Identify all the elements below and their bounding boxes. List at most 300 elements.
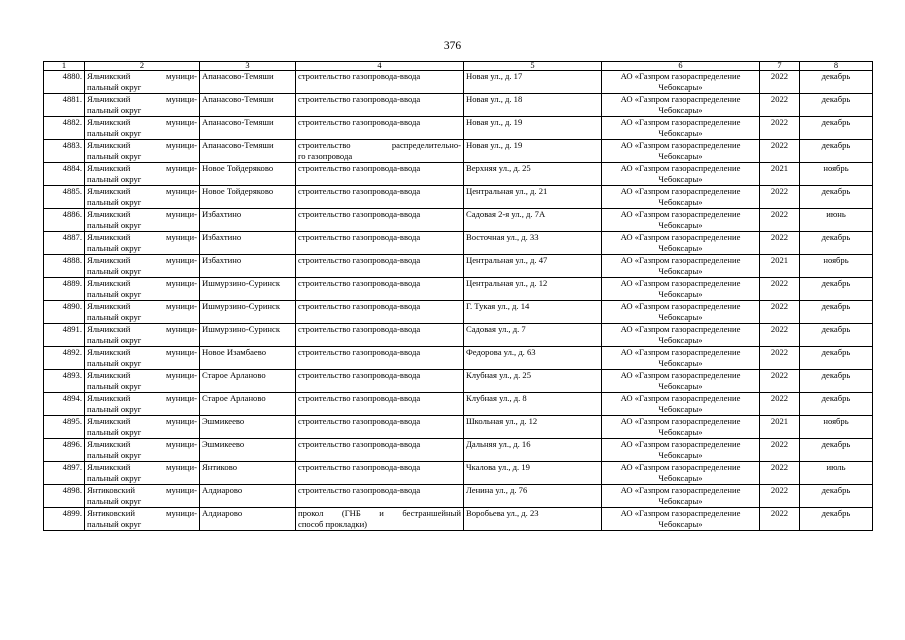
work-cell [296,416,464,439]
district-word: муници- [166,117,197,127]
organization-line: Чебоксары» [658,127,703,138]
address-cell: Г. Тукая ул., д. 14 [464,301,602,324]
organization-line: АО «Газпром газораспределение [620,163,741,173]
settlement-cell: Алдиарово [200,485,296,508]
address-cell: Центральная ул., д. 47 [464,255,602,278]
district-word: муници- [166,393,197,403]
district-word: пальный округ [87,495,142,506]
organization-line: Чебоксары» [658,334,703,345]
row-number: 4885. [44,186,85,209]
organization-line: АО «Газпром газораспределение [620,71,741,81]
work-word: строительство [298,140,351,150]
settlement-cell: Эшмикеево [200,439,296,462]
address-cell: Воробьева ул., д. 23 [464,508,602,531]
district-name: Яльчикский [87,462,131,472]
table-row [44,462,873,485]
organization-line: Чебоксары» [658,472,703,483]
settlement-cell: Старое Арланово [200,370,296,393]
month-cell: декабрь [800,186,873,209]
address-cell: Центральная ул., д. 12 [464,278,602,301]
district-word: пальный округ [87,311,142,322]
work-line: строительство газопровода-ввода [298,209,421,219]
year-cell: 2022 [760,347,800,370]
month-cell: декабрь [800,324,873,347]
organization-line: АО «Газпром газораспределение [620,301,741,311]
organization-cell [602,416,760,439]
work-line: строительство газопровода-ввода [298,301,421,311]
table-row [44,324,873,347]
month-cell: декабрь [800,508,873,531]
work-word: и [379,508,384,518]
work-line: строительство газопровода-ввода [298,416,421,426]
district-name: Яльчикский [87,94,131,104]
column-number: 7 [760,62,800,71]
district-word: муници- [166,439,197,449]
address-cell: Ленина ул., д. 76 [464,485,602,508]
month-cell: декабрь [800,439,873,462]
district-word: муници- [166,416,197,426]
organization-line: АО «Газпром газораспределение [620,278,741,288]
year-cell: 2022 [760,439,800,462]
district-word: муници- [166,324,197,334]
work-line: строительство газопровода-ввода [298,94,421,104]
work-word: (ГНБ [341,508,361,518]
district-cell [85,255,200,278]
month-cell: декабрь [800,393,873,416]
organization-line: Чебоксары» [658,150,703,161]
column-number: 3 [200,62,296,71]
settlement-cell: Янтиково [200,462,296,485]
settlement-cell: Алдиарово [200,508,296,531]
row-number: 4882. [44,117,85,140]
organization-cell [602,163,760,186]
district-name: Яльчикский [87,439,131,449]
organization-cell [602,255,760,278]
row-number: 4894. [44,393,85,416]
settlement-cell: Апанасово-Темяши [200,71,296,94]
settlement-cell: Избахтино [200,255,296,278]
district-name: Яльчикский [87,140,131,150]
district-cell [85,485,200,508]
address-cell: Клубная ул., д. 8 [464,393,602,416]
district-cell [85,140,200,163]
district-name: Яльчикский [87,370,131,380]
data-table [43,61,873,531]
district-word: пальный округ [87,472,142,483]
column-number: 4 [296,62,464,71]
organization-line: Чебоксары» [658,311,703,322]
organization-line: АО «Газпром газораспределение [620,117,741,127]
table-row [44,416,873,439]
table-row [44,163,873,186]
settlement-cell: Новое Изамбаево [200,347,296,370]
work-cell [296,140,464,163]
work-line [298,508,461,519]
row-number: 4897. [44,462,85,485]
year-cell: 2022 [760,508,800,531]
work-cell [296,117,464,140]
work-cell [296,347,464,370]
month-cell: декабрь [800,140,873,163]
district-name: Яльчикский [87,347,131,357]
work-line: строительство газопровода-ввода [298,393,421,403]
organization-line: Чебоксары» [658,196,703,207]
address-cell: Дальняя ул., д. 16 [464,439,602,462]
work-cell [296,324,464,347]
district-word: пальный округ [87,403,142,414]
work-line: строительство газопровода-ввода [298,485,421,495]
row-number: 4884. [44,163,85,186]
organization-cell [602,232,760,255]
work-cell [296,232,464,255]
month-cell: ноябрь [800,255,873,278]
organization-line: Чебоксары» [658,449,703,460]
table-row [44,393,873,416]
row-number: 4889. [44,278,85,301]
district-cell [85,209,200,232]
settlement-cell: Ишмурзино-Суринск [200,278,296,301]
district-word: пальный округ [87,518,142,529]
work-line: способ прокладки) [298,518,368,529]
district-word: пальный округ [87,127,142,138]
row-number: 4883. [44,140,85,163]
year-cell: 2022 [760,462,800,485]
organization-cell [602,94,760,117]
work-cell [296,209,464,232]
year-cell: 2022 [760,117,800,140]
district-word: муници- [166,163,197,173]
organization-line: Чебоксары» [658,426,703,437]
work-cell [296,439,464,462]
work-cell [296,508,464,531]
work-line [298,140,461,151]
district-word: пальный округ [87,357,142,368]
page-number: 376 [443,40,462,52]
organization-line: Чебоксары» [658,403,703,414]
district-word: пальный округ [87,334,142,345]
table-row [44,117,873,140]
organization-cell [602,439,760,462]
district-cell [85,232,200,255]
district-word: пальный округ [87,265,142,276]
year-cell: 2022 [760,278,800,301]
month-cell: декабрь [800,370,873,393]
organization-line: Чебоксары» [658,104,703,115]
month-cell: июль [800,462,873,485]
column-number: 6 [602,62,760,71]
district-cell [85,71,200,94]
work-word: распределительно- [391,140,461,150]
month-cell: декабрь [800,94,873,117]
row-number: 4893. [44,370,85,393]
work-line: строительство газопровода-ввода [298,462,421,472]
address-cell: Чкалова ул., д. 19 [464,462,602,485]
organization-line: АО «Газпром газораспределение [620,94,741,104]
address-cell: Клубная ул., д. 25 [464,370,602,393]
row-number: 4892. [44,347,85,370]
organization-line: Чебоксары» [658,173,703,184]
work-line: строительство газопровода-ввода [298,186,421,196]
organization-cell [602,393,760,416]
address-cell: Новая ул., д. 17 [464,71,602,94]
work-cell [296,301,464,324]
settlement-cell: Новое Тойдеряково [200,163,296,186]
organization-line: Чебоксары» [658,357,703,368]
year-cell: 2021 [760,163,800,186]
table-row [44,232,873,255]
column-number: 1 [44,62,85,71]
work-line: строительство газопровода-ввода [298,324,421,334]
row-number: 4890. [44,301,85,324]
organization-line: АО «Газпром газораспределение [620,485,741,495]
district-cell [85,439,200,462]
address-cell: Центральная ул., д. 21 [464,186,602,209]
year-cell: 2021 [760,255,800,278]
year-cell: 2022 [760,393,800,416]
district-name: Яльчикский [87,232,131,242]
settlement-cell: Ишмурзино-Суринск [200,301,296,324]
district-word: пальный округ [87,219,142,230]
table-row [44,485,873,508]
row-number: 4895. [44,416,85,439]
year-cell: 2021 [760,416,800,439]
district-word: пальный округ [87,173,142,184]
row-number: 4880. [44,71,85,94]
address-cell: Восточная ул., д. 33 [464,232,602,255]
district-word: муници- [166,140,197,150]
table-body [44,62,873,531]
column-number: 2 [85,62,200,71]
row-number: 4898. [44,485,85,508]
district-word: муници- [166,508,197,518]
settlement-cell: Эшмикеево [200,416,296,439]
work-line: строительство газопровода-ввода [298,163,421,173]
district-word: пальный округ [87,81,142,92]
address-cell: Верхняя ул., д. 25 [464,163,602,186]
organization-cell [602,462,760,485]
address-cell: Школьная ул., д. 12 [464,416,602,439]
district-name: Яльчикский [87,278,131,288]
month-cell: декабрь [800,347,873,370]
organization-line: Чебоксары» [658,518,703,529]
table-row [44,255,873,278]
row-number: 4887. [44,232,85,255]
district-name: Яльчикский [87,255,131,265]
organization-line: Чебоксары» [658,380,703,391]
settlement-cell: Апанасово-Темяши [200,117,296,140]
work-line: строительство газопровода-ввода [298,232,421,242]
address-cell: Новая ул., д. 19 [464,140,602,163]
district-word: муници- [166,209,197,219]
table-row [44,209,873,232]
organization-line: Чебоксары» [658,219,703,230]
address-cell: Новая ул., д. 18 [464,94,602,117]
month-cell: декабрь [800,232,873,255]
row-number: 4899. [44,508,85,531]
settlement-cell: Новое Тойдеряково [200,186,296,209]
district-word: муници- [166,462,197,472]
district-cell [85,94,200,117]
district-cell [85,278,200,301]
organization-line: АО «Газпром газораспределение [620,186,741,196]
month-cell: ноябрь [800,416,873,439]
row-number: 4891. [44,324,85,347]
organization-line: АО «Газпром газораспределение [620,232,741,242]
organization-line: АО «Газпром газораспределение [620,370,741,380]
year-cell: 2022 [760,140,800,163]
organization-cell [602,324,760,347]
table-row [44,508,873,531]
month-cell: декабрь [800,117,873,140]
address-cell: Садовая ул., д. 7 [464,324,602,347]
work-line: строительство газопровода-ввода [298,117,421,127]
work-cell [296,94,464,117]
work-line: строительство газопровода-ввода [298,71,421,81]
district-cell [85,347,200,370]
year-cell: 2022 [760,186,800,209]
organization-cell [602,485,760,508]
district-word: пальный округ [87,380,142,391]
organization-line: АО «Газпром газораспределение [620,462,741,472]
district-name: Яльчикский [87,186,131,196]
district-word: муници- [166,186,197,196]
work-cell [296,278,464,301]
organization-cell [602,117,760,140]
district-name: Яльчикский [87,209,131,219]
work-cell [296,71,464,94]
district-word: пальный округ [87,196,142,207]
district-name: Янтиковский [87,508,135,518]
work-line: строительство газопровода-ввода [298,255,421,265]
year-cell: 2022 [760,209,800,232]
table-row [44,71,873,94]
year-cell: 2022 [760,370,800,393]
table-row [44,140,873,163]
organization-line: АО «Газпром газораспределение [620,393,741,403]
column-number: 8 [800,62,873,71]
work-line: строительство газопровода-ввода [298,278,421,288]
district-word: пальный округ [87,242,142,253]
work-cell [296,370,464,393]
work-cell [296,485,464,508]
year-cell: 2022 [760,301,800,324]
district-cell [85,117,200,140]
organization-cell [602,209,760,232]
table-row [44,186,873,209]
district-name: Янтиковский [87,485,135,495]
work-line: строительство газопровода-ввода [298,439,421,449]
month-cell: декабрь [800,278,873,301]
district-cell [85,324,200,347]
organization-line: Чебоксары» [658,495,703,506]
work-cell [296,462,464,485]
settlement-cell: Избахтино [200,209,296,232]
organization-cell [602,301,760,324]
district-name: Яльчикский [87,393,131,403]
organization-cell [602,278,760,301]
month-cell: ноябрь [800,163,873,186]
district-word: муници- [166,370,197,380]
row-number: 4886. [44,209,85,232]
year-cell: 2022 [760,71,800,94]
table-row [44,370,873,393]
row-number: 4896. [44,439,85,462]
year-cell: 2022 [760,94,800,117]
work-word: бестраншейный [402,508,461,518]
table-row [44,301,873,324]
column-number: 5 [464,62,602,71]
settlement-cell: Старое Арланово [200,393,296,416]
district-cell [85,370,200,393]
district-word: муници- [166,232,197,242]
settlement-cell: Избахтино [200,232,296,255]
organization-line: Чебоксары» [658,265,703,276]
address-cell: Новая ул., д. 19 [464,117,602,140]
work-cell [296,163,464,186]
district-cell [85,163,200,186]
district-word: муници- [166,278,197,288]
settlement-cell: Апанасово-Темяши [200,140,296,163]
district-word: муници- [166,485,197,495]
organization-cell [602,370,760,393]
table-row [44,94,873,117]
year-cell: 2022 [760,324,800,347]
organization-line: Чебоксары» [658,242,703,253]
settlement-cell: Апанасово-Темяши [200,94,296,117]
month-cell: декабрь [800,485,873,508]
district-word: пальный округ [87,104,142,115]
district-word: муници- [166,301,197,311]
district-word: пальный округ [87,426,142,437]
district-word: муници- [166,94,197,104]
settlement-cell: Ишмурзино-Суринск [200,324,296,347]
district-cell [85,462,200,485]
organization-line: АО «Газпром газораспределение [620,508,741,518]
work-cell [296,186,464,209]
organization-line: АО «Газпром газораспределение [620,347,741,357]
organization-line: АО «Газпром газораспределение [620,416,741,426]
organization-line: АО «Газпром газораспределение [620,209,741,219]
district-name: Яльчикский [87,71,131,81]
table-row [44,439,873,462]
district-name: Яльчикский [87,163,131,173]
row-number: 4881. [44,94,85,117]
month-cell: декабрь [800,71,873,94]
organization-line: АО «Газпром газораспределение [620,255,741,265]
district-cell [85,301,200,324]
district-word: муници- [166,255,197,265]
district-name: Яльчикский [87,324,131,334]
address-cell: Федорова ул., д. 63 [464,347,602,370]
organization-cell [602,140,760,163]
column-number-row [44,62,873,71]
table-row [44,347,873,370]
district-word: пальный округ [87,449,142,460]
organization-cell [602,347,760,370]
district-word: пальный округ [87,288,142,299]
district-name: Яльчикский [87,301,131,311]
year-cell: 2022 [760,485,800,508]
district-cell [85,393,200,416]
organization-cell [602,186,760,209]
address-cell: Садовая 2-я ул., д. 7А [464,209,602,232]
organization-line: Чебоксары» [658,288,703,299]
organization-line: АО «Газпром газораспределение [620,140,741,150]
year-cell: 2022 [760,232,800,255]
district-name: Яльчикский [87,416,131,426]
work-cell [296,393,464,416]
organization-line: АО «Газпром газораспределение [620,324,741,334]
